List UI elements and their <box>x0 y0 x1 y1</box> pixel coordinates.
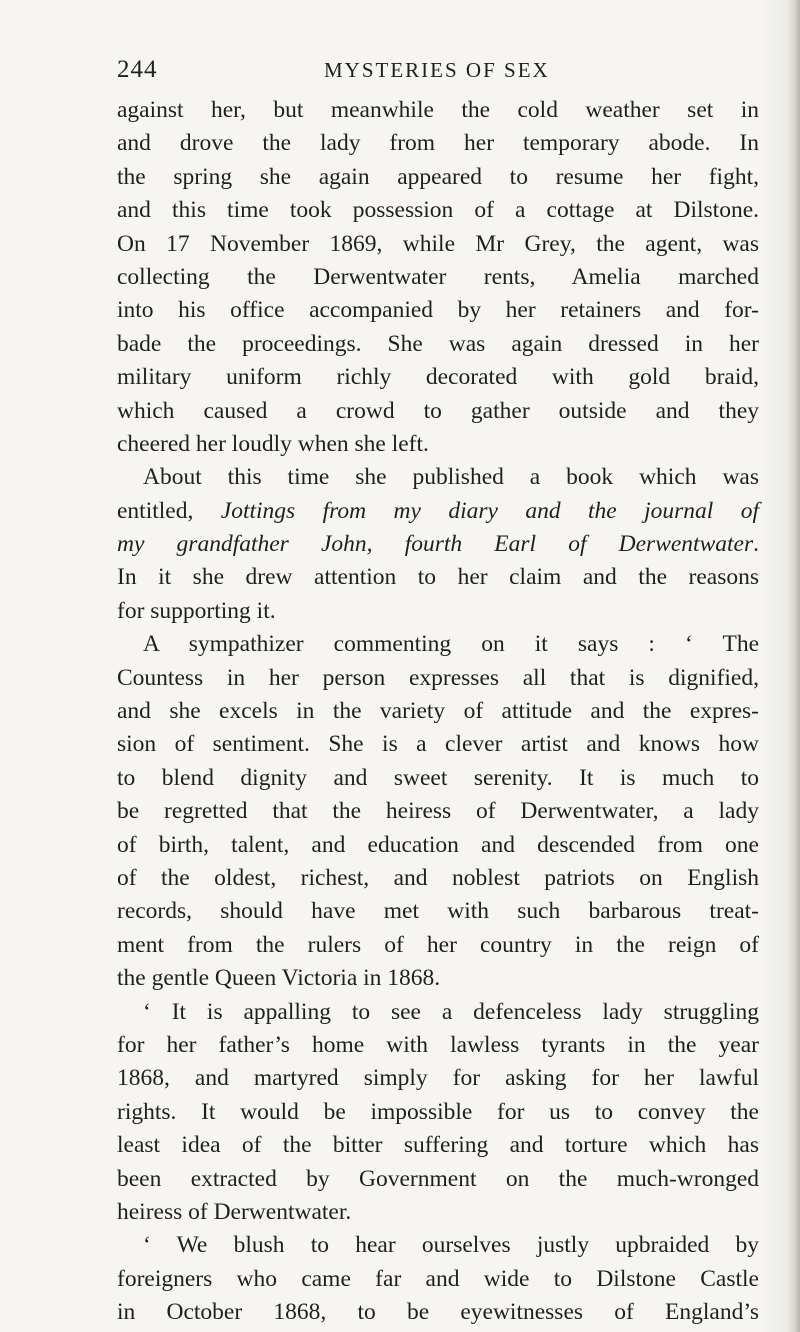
text-line: foreigners who came far and wide to Dilstone Castle <box>117 1265 759 1292</box>
book-title-italic: Jottings from my diary and the journal of <box>220 497 759 524</box>
text-line: of birth, talent, and education and descended from one <box>117 831 759 858</box>
page-header <box>117 50 757 90</box>
text-line: collecting the Derwentwater rents, Amelia marched <box>117 263 759 290</box>
text-line-italic: my grandfather John, fourth Earl of Derwentwater. <box>117 531 759 558</box>
text-line: About this time she published a book which was <box>143 464 759 491</box>
text-line: cheered her loudly when she left. <box>117 430 429 457</box>
text-line: and drove the lady from her temporary abode. In <box>117 130 759 157</box>
text-line: records, should have met with such barbarous treat- <box>117 898 759 925</box>
page-number: 244 <box>117 56 158 83</box>
text-line: ment from the rulers of her country in the reign of <box>117 931 759 958</box>
text-line: and she excels in the variety of attitude and the expres- <box>117 698 759 725</box>
text-line: bade the proceedings. She was again dressed in her <box>117 330 759 357</box>
text-line: On 17 November 1869, while Mr Grey, the agent, was <box>117 230 759 257</box>
text-line: 1868, and martyred simply for asking for her lawful <box>117 1065 759 1092</box>
text-line: be regretted that the heiress of Derwentwater, a lady <box>117 798 759 825</box>
text-line: for her father’s home with lawless tyrants in the year <box>117 1031 759 1058</box>
book-title-italic: my grandfather John, fourth Earl of Derwentwater <box>117 531 754 558</box>
text-line: In it she drew attention to her claim and the reasons <box>117 564 759 591</box>
text-line: military uniform richly decorated with gold braid, <box>117 364 759 391</box>
text-line-italic: entitled, Jottings from my diary and the journal of <box>117 497 759 524</box>
text-line: for supporting it. <box>117 597 276 624</box>
text-line: and this time took possession of a cottage at Dilstone. <box>117 197 759 224</box>
text-line: Countess in her person expresses all that is dignified, <box>117 664 759 691</box>
text-line: to blend dignity and sweet serenity. It is much to <box>117 764 759 791</box>
page-edge <box>786 0 800 1332</box>
text-line: sion of sentiment. She is a clever artist and knows how <box>117 731 759 758</box>
text-line: least idea of the bitter suffering and torture which has <box>117 1132 759 1159</box>
text-line: A sympathizer commenting on it says : ‘ The <box>143 631 759 658</box>
text-line: ‘ We blush to hear ourselves justly upbraided by <box>143 1232 759 1259</box>
text-line: of the oldest, richest, and noblest patriots on English <box>117 864 759 891</box>
text-line: into his office accompanied by her retainers and for- <box>117 297 759 324</box>
text-line: the spring she again appeared to resume her fight, <box>117 163 759 190</box>
text-line: heiress of Derwentwater. <box>117 1198 352 1225</box>
text-line: the gentle Queen Victoria in 1868. <box>117 965 441 992</box>
text-line: which caused a crowd to gather outside and they <box>117 397 759 424</box>
text-line: against her, but meanwhile the cold weather set in <box>117 97 759 123</box>
text-line: ‘ It is appalling to see a defenceless lady struggling <box>143 998 759 1025</box>
page-gutter-shadow <box>760 0 786 1332</box>
body-text <box>117 94 759 1329</box>
text-line: been extracted by Government on the much-wronged <box>117 1165 759 1192</box>
text-line: rights. It would be impossible for us to convey the <box>117 1098 759 1125</box>
text-line: in October 1868, to be eyewitnesses of England’s <box>117 1299 759 1326</box>
running-head: MYSTERIES OF SEX <box>324 58 550 82</box>
